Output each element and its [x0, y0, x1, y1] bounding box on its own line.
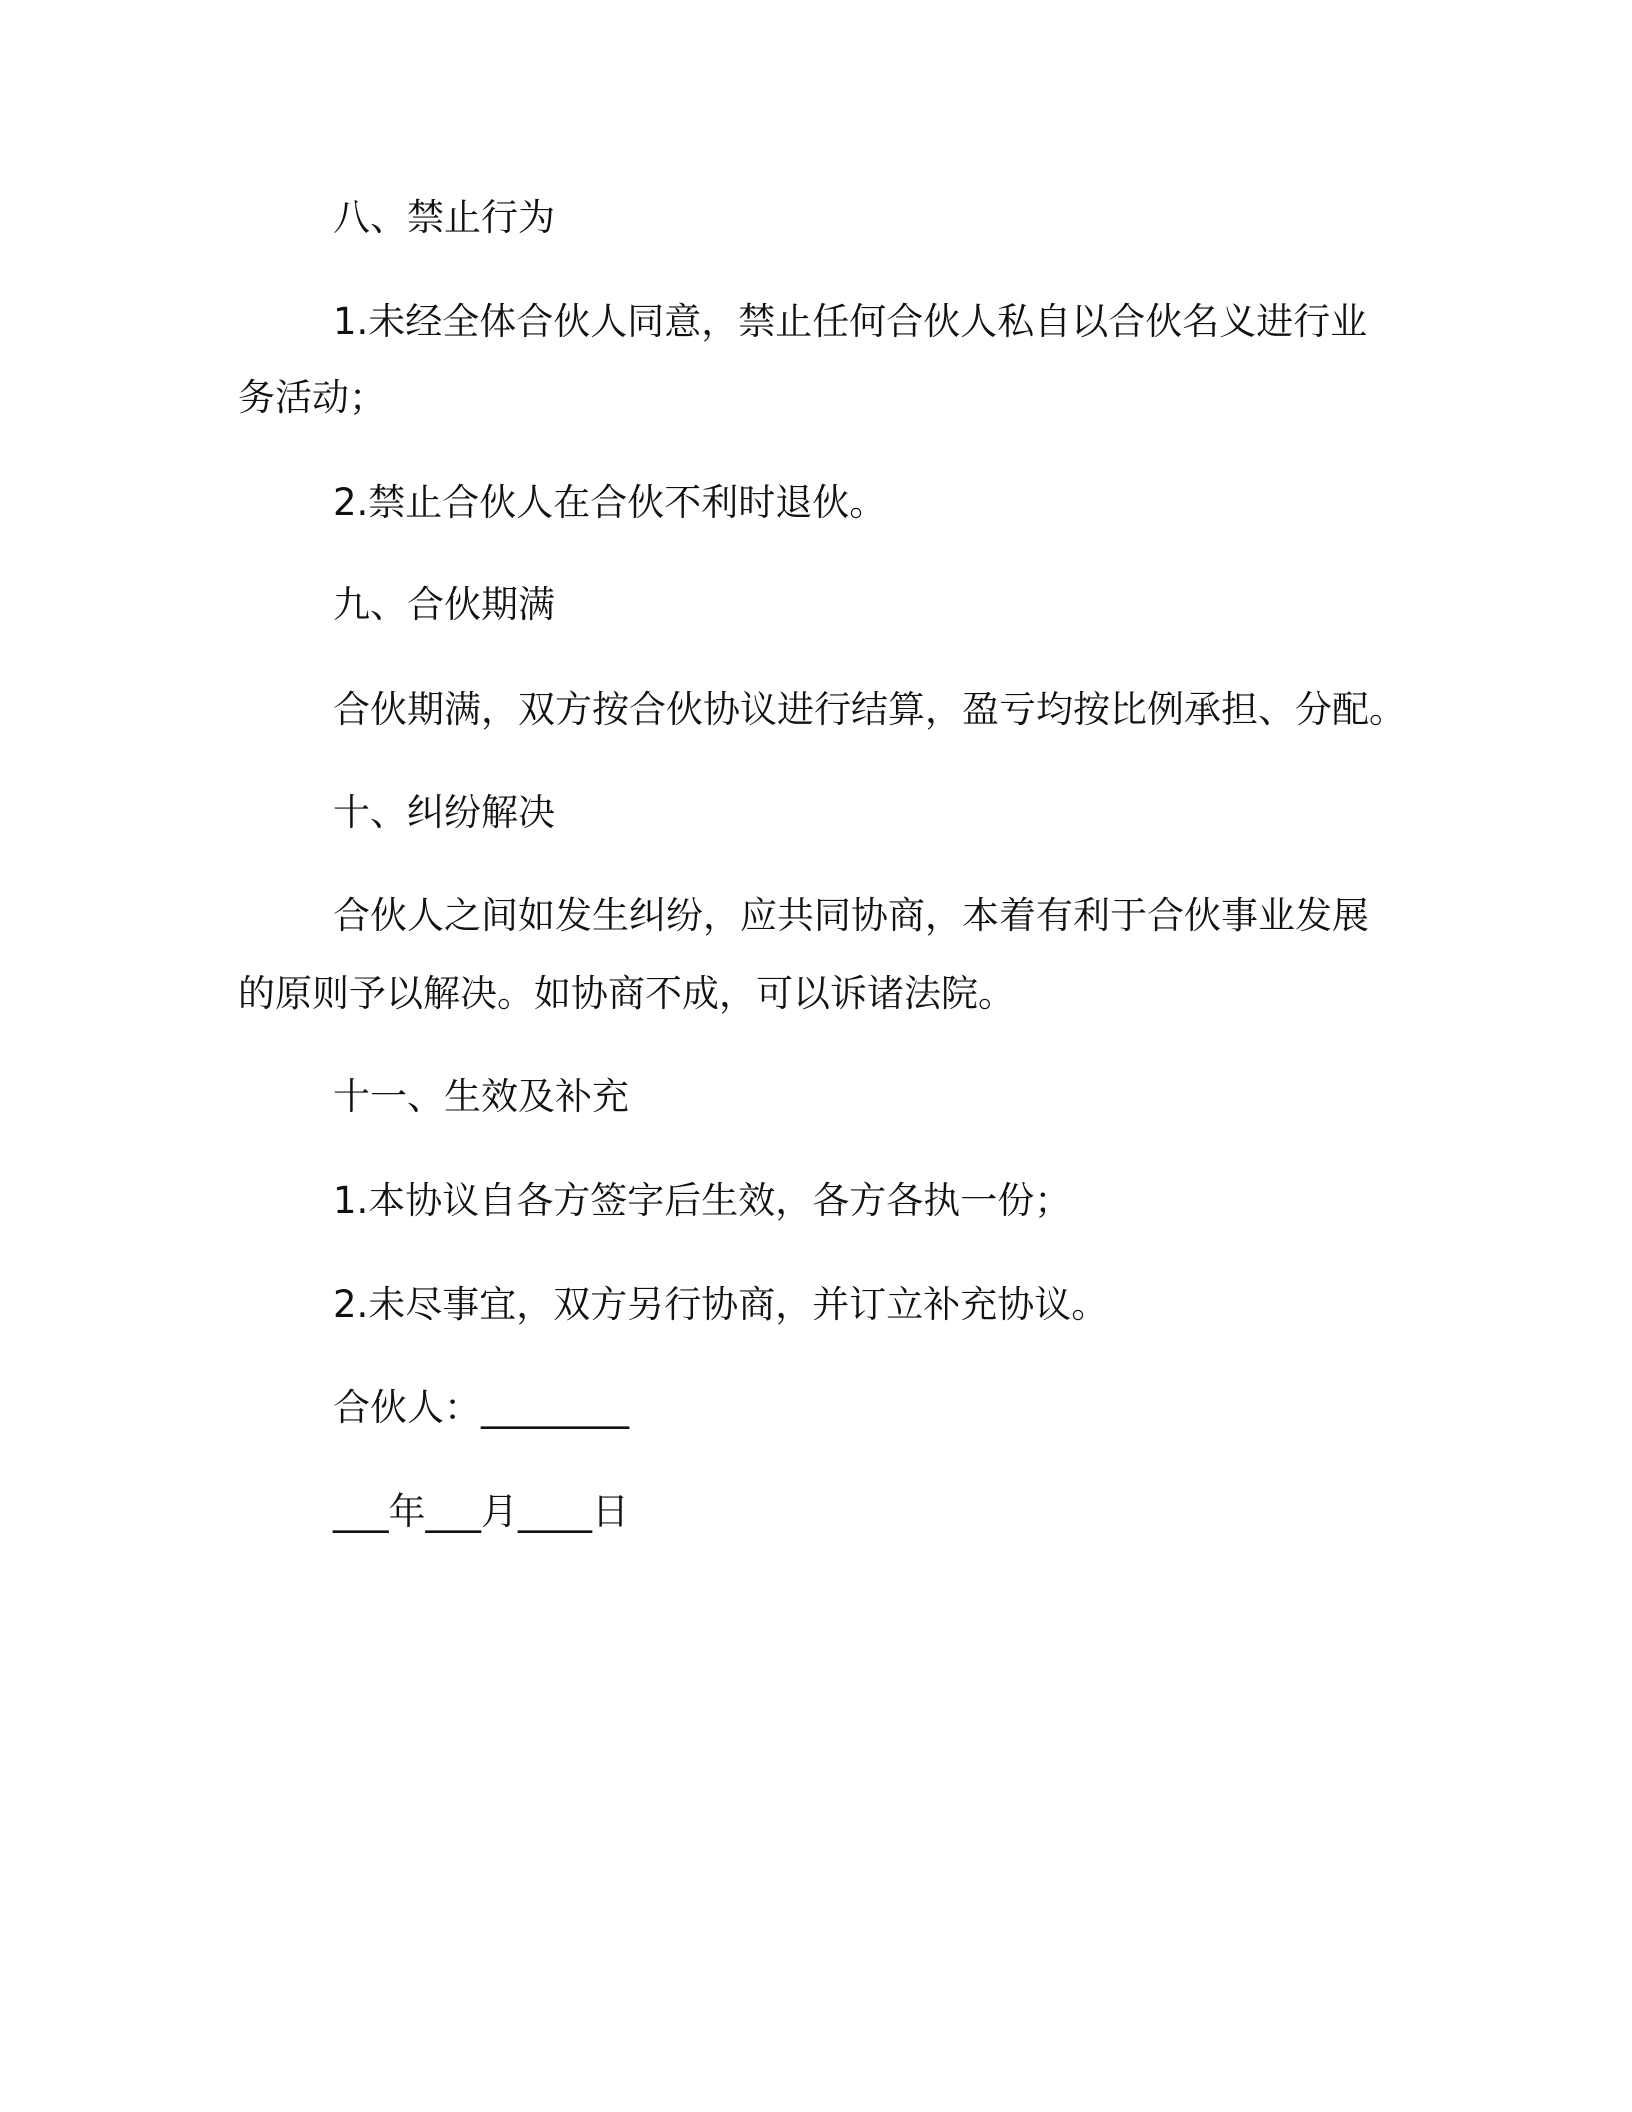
section-10-heading: 十、纠纷解决: [333, 791, 555, 834]
section-8-heading: 八、禁止行为: [333, 196, 555, 239]
section-11-item-2: 2.未尽事宜，双方另行协商，并订立补充协议。: [333, 1283, 1109, 1326]
section-11-item-1: 1.本协议自各方签字后生效，各方各执一份；: [333, 1179, 1072, 1222]
partner-signature-line: 合伙人：________: [333, 1386, 629, 1429]
section-10-body-line-2: 的原则予以解决。如协商不成，可以诉诸法院。: [238, 972, 1015, 1015]
section-9-body: 合伙期满，双方按合伙协议进行结算，盈亏均按比例承担、分配。: [333, 688, 1406, 731]
section-8-item-1-line-1: 1.未经全体合伙人同意，禁止任何合伙人私自以合伙名义进行业: [333, 300, 1368, 343]
date-line: ___年___月____日: [333, 1490, 629, 1533]
section-11-heading: 十一、生效及补充: [333, 1075, 629, 1118]
section-9-heading: 九、合伙期满: [333, 583, 555, 626]
section-8-item-1-line-2: 务活动；: [238, 376, 386, 419]
section-10-body-line-1: 合伙人之间如发生纠纷，应共同协商，本着有利于合伙事业发展: [333, 894, 1369, 937]
section-8-item-2: 2.禁止合伙人在合伙不利时退伙。: [333, 481, 887, 524]
